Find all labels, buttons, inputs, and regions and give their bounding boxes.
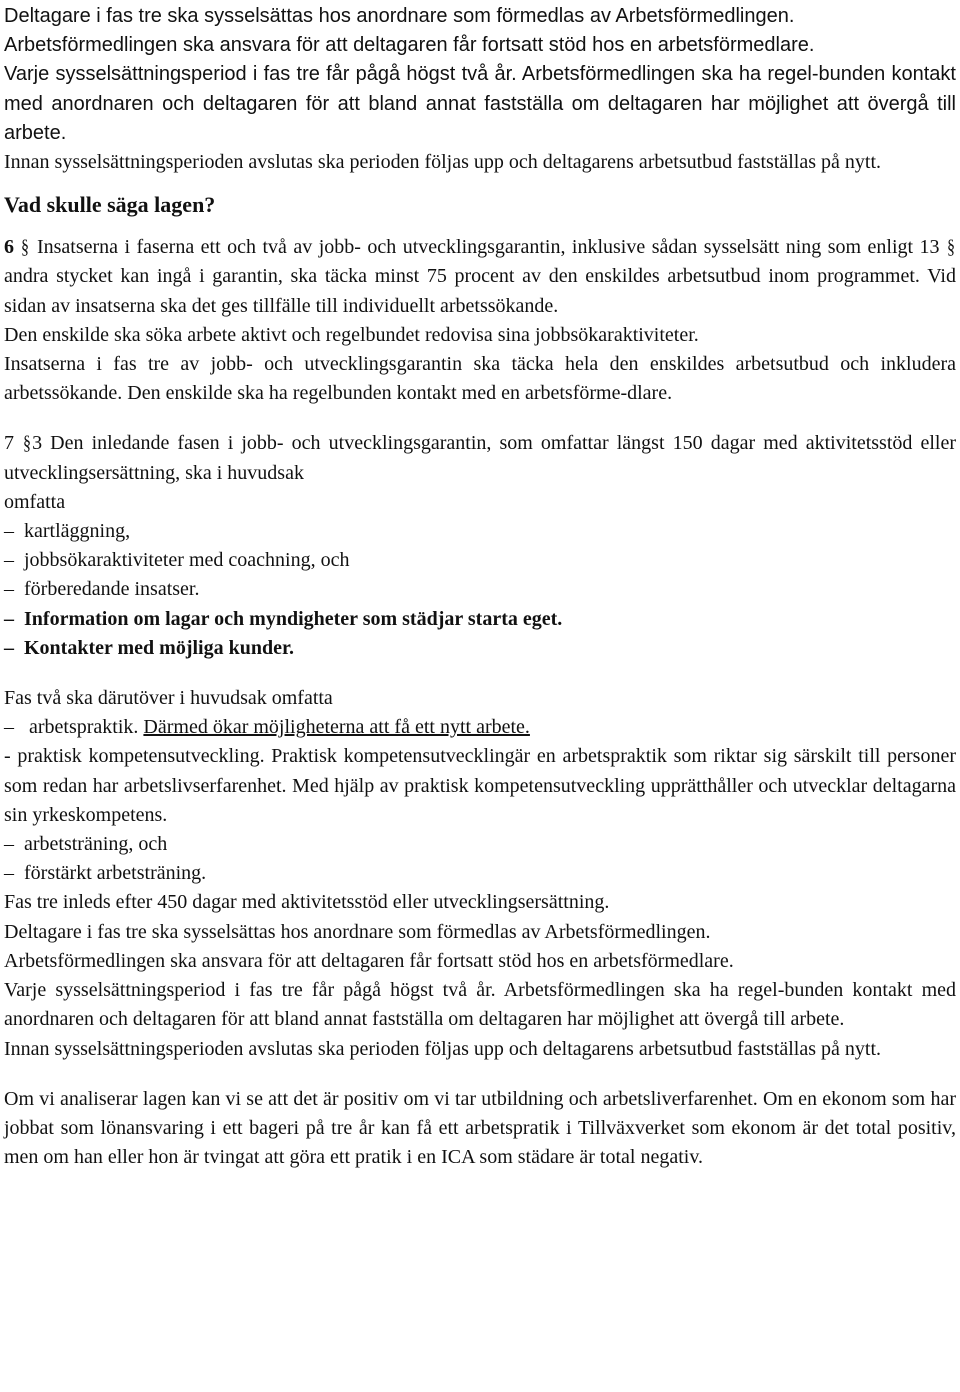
phase-2-item-2: - praktisk kompetensutveckling. Praktisk kompetensutvecklingär en arbetspraktik som riktar sig särskilt till personer som redan har arbetslivserfarenhet. Med hjälp av praktisk kompetensutveckling upprätthåller och utvecklar deltagarna sin yrkeskompetens. xyxy=(4,745,956,826)
list-item-bold: – Information om lagar och myndigheter som städjar starta eget. xyxy=(4,605,956,634)
document-page xyxy=(4,2,956,1172)
section-sign-icon: § xyxy=(23,432,32,455)
section-sign-icon: § xyxy=(947,236,956,259)
section-7-number: 7 xyxy=(4,432,14,455)
intro-line-2: Arbetsförmedlingen ska ansvara för att deltagaren får fortsatt stöd hos en arbetsförmedlare. xyxy=(4,34,815,57)
intro-line-1: Deltagare i fas tre ska sysselsättas hos anordnare som förmedlas av Arbetsförmedlingen. xyxy=(4,5,795,27)
list-item: – kartläggning, xyxy=(4,517,956,546)
phase-3-line: Fas tre inleds efter 450 dagar med aktivitetsstöd eller utvecklingsersättning. xyxy=(4,891,610,914)
section-7-text: 3 Den inledande fasen i jobb- och utvecklingsgarantin, som omfattar längst 150 dagar med aktivitetsstöd eller utvecklingsersättning, ska i huvudsak xyxy=(4,432,956,484)
section-7-omfatta: omfatta xyxy=(4,490,66,513)
section-6-line-3: Insatserna i fas tre av jobb- och utvecklingsgarantin ska täcka hela den enskildes arbetsutbud och inkludera arbetssökande. Den enskilde ska ha regelbunden kontakt med en arbetsförme-dlare. xyxy=(4,353,956,405)
intro-paragraph: Varje sysselsättningsperiod i fas tre får pågå högst två år. Arbetsförmedlingen ska ha regel-bunden kontakt med anordnaren och deltagaren för att bland annat fastställa om deltagaren har möjlighet att övergå till arbete. xyxy=(4,63,956,144)
section-6-line-2: Den enskilde ska söka arbete aktivt och regelbundet redovisa sina jobbsökaraktiviteter. xyxy=(4,323,699,346)
phase-2-item-4: – förstärkt arbetsträning. xyxy=(4,859,956,888)
section-6-paragraph xyxy=(4,233,956,321)
list-item-bold: – Kontakter med möjliga kunder. xyxy=(4,634,956,663)
phase-2-item-1-label: arbetspraktik. xyxy=(29,716,139,739)
section-sign-icon: § xyxy=(21,236,30,259)
section-6-text-a: Insatserna i faserna ett och två av jobb- och utvecklingsgarantin, inklusive sådan sysselsätt ning som enligt 13 xyxy=(36,236,940,259)
phase-2-intro: Fas två ska därutöver i huvudsak omfatta xyxy=(4,687,333,710)
phase-line-1: Deltagare i fas tre ska sysselsättas hos anordnare som förmedlas av Arbetsförmedlingen. xyxy=(4,920,711,943)
section-heading: Vad skulle säga lagen? xyxy=(4,192,216,218)
phase-2-item-1 xyxy=(4,713,956,742)
section-6-text-b: andra stycket kan ingå i garantin, ska täcka minst 75 procent av den enskildes arbetsutbud inom programmet. Vid sidan av insatserna ska det ges tillfälle till individuellt arbetssökande. xyxy=(4,265,956,317)
phase-2-item-1-underlined: Därmed ökar möjligheterna att få ett nytt arbete. xyxy=(143,716,530,739)
phase-2-item-3: – arbetsträning, och xyxy=(4,830,956,859)
section-6-number: 6 xyxy=(4,236,14,259)
list-item: – förberedande insatser. xyxy=(4,575,956,604)
phase-line-2: Arbetsförmedlingen ska ansvara för att deltagaren får fortsatt stöd hos en arbetsförmedlare. xyxy=(4,949,734,972)
conclusion-paragraph: Om vi analiserar lagen kan vi se att det är positiv om vi tar utbildning och arbetsliverfarenhet. Om en ekonom som har jobbat som lönansvaring i ett bageri på tre år kan få ett arbetspratik i Tillväxverket som ekonom är det total positiv, men om han eller hon är tvingat att göra ett pratik i en ICA som städare är total negativ. xyxy=(4,1087,956,1169)
list-item: – jobbsökaraktiviteter med coachning, och xyxy=(4,546,956,575)
phase-paragraph: Varje sysselsättningsperiod i fas tre får pågå högst två år. Arbetsförmedlingen ska ha regel-bunden kontakt med anordnaren och deltagaren för att bland annat fastställa om deltagaren har möjlighet att övergå till arbete. xyxy=(4,979,956,1031)
section-7-paragraph xyxy=(4,429,956,487)
phase-paragraph-2: Innan sysselsättningsperioden avslutas ska perioden följas upp och deltagarens arbetsutbud fastställas på nytt. xyxy=(4,1037,882,1060)
intro-paragraph-2: Innan sysselsättningsperioden avslutas ska perioden följas upp och deltagarens arbetsutbud fastställas på nytt. xyxy=(4,151,882,174)
